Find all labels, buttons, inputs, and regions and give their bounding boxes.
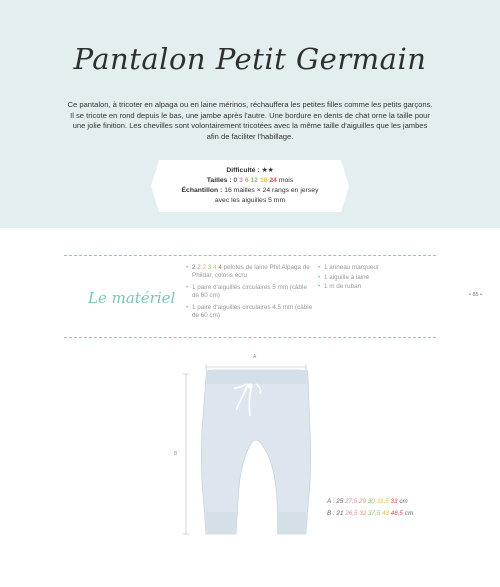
bullet-icon: •	[186, 264, 189, 271]
legend-value: 30	[367, 498, 375, 505]
size-value: 6	[244, 177, 249, 184]
legend-value: 33	[390, 498, 398, 505]
list-item-text: 1 aiguille à laine	[324, 273, 370, 281]
list-item	[318, 274, 428, 282]
legend-value: 48,5	[390, 510, 404, 517]
bullet-icon: •	[318, 264, 321, 271]
legend-value: 29	[359, 498, 367, 505]
size-value: 3	[239, 177, 243, 184]
divider-bottom	[64, 337, 436, 338]
legend-b	[327, 510, 413, 517]
materiel-heading: Le matériel	[88, 289, 176, 307]
intro-line: Il se tricote en rond depuis le bas, une jambe après l'autre. Une bordure en dents de chat orne la taille pour	[70, 110, 430, 120]
materiel-col-2	[318, 264, 428, 296]
legend-prefix: A :	[327, 498, 335, 505]
list-item-text: 1 m de ruban	[324, 283, 362, 291]
list-item	[186, 304, 314, 319]
ball-counts	[192, 264, 222, 271]
page-title: Pantalon Petit Germain	[73, 42, 427, 76]
intro-paragraph	[62, 100, 438, 142]
difficulty-label: Difficulté :	[226, 167, 260, 174]
legend-value: 25	[336, 498, 344, 505]
ribbon-knot	[248, 384, 253, 389]
difficulty-line	[159, 167, 341, 175]
count-value: 3	[207, 264, 212, 271]
sizes-label: Tailles :	[206, 177, 232, 184]
size-value: 0	[233, 177, 238, 184]
count-value: 4	[218, 264, 222, 271]
page-number: • 85 •	[469, 292, 483, 298]
legend-prefix: B :	[327, 510, 335, 517]
legend-a	[327, 498, 408, 505]
count-value: 4	[213, 264, 217, 271]
gauge-line	[159, 187, 341, 195]
legend-value: 26,5	[345, 510, 358, 517]
list-item	[318, 264, 428, 272]
gauge-label: Échantillon :	[181, 187, 223, 194]
list-item	[318, 283, 428, 291]
dimension-a-label: A	[253, 354, 257, 360]
gauge-line-2	[159, 197, 341, 205]
bullet-icon: •	[186, 304, 189, 312]
legend-value: 32	[359, 510, 367, 517]
legend-unit: cm	[399, 498, 408, 505]
size-value: 12	[250, 177, 259, 184]
bullet-icon: •	[318, 273, 321, 281]
pants-diagram	[160, 350, 340, 550]
difficulty-stars: ★★	[261, 167, 274, 174]
bullet-icon: •	[318, 283, 321, 291]
list-item-text: 1 paire d'aiguilles circulaires 5 mm (câble de 60 cm)	[192, 284, 307, 299]
list-item-text: pelotes de laine Phil Alpaga de Phildar, coloris écru	[192, 264, 310, 279]
bullet-icon: •	[186, 284, 189, 292]
gauge-text: 16 mailles × 24 rangs en jersey	[224, 187, 319, 194]
legend-value: 37,5	[368, 510, 381, 517]
list-item	[186, 264, 314, 279]
legend-value: 27,5	[344, 498, 358, 505]
divider-top	[64, 255, 436, 256]
sizes-line	[159, 177, 341, 185]
list-item-text: 1 paire d'aiguilles circulaires 4,5 mm (câble de 60 cm)	[192, 304, 313, 319]
intro-line: Ce pantalon, à tricoter en alpaga ou en laine mérinos, réchauffera les petites filles comme les petits garçons.	[67, 100, 433, 109]
intro-line: une jolie finition. Les chevilles sont volontairement tricotées avec la même taille d'aiguilles que les jambes	[72, 121, 428, 131]
list-item-text: 1 anneau marqueur	[324, 264, 379, 271]
pants-shape	[201, 370, 310, 534]
info-box	[159, 160, 341, 212]
dimension-b-label: B	[174, 451, 178, 457]
legend-value: 43	[382, 510, 390, 517]
cuff-right	[277, 512, 306, 534]
materiel-col-1	[186, 264, 314, 325]
count-value: 2	[192, 264, 196, 271]
legend-value: 31,5	[376, 498, 389, 505]
count-value: 2	[202, 264, 207, 271]
list-item	[186, 284, 314, 299]
waistband	[206, 370, 308, 384]
legend-value: 21	[336, 510, 344, 517]
size-value: 18	[259, 177, 268, 184]
gauge-text-2: avec les aiguilles 5 mm	[214, 197, 286, 204]
legend-unit: cm	[404, 510, 414, 517]
intro-line: afin de faciliter l'habillage.	[206, 131, 294, 141]
cuff-left	[206, 512, 236, 534]
sizes-unit: mois	[278, 177, 294, 184]
count-value: 2	[197, 264, 201, 271]
size-value: 24	[269, 177, 277, 184]
